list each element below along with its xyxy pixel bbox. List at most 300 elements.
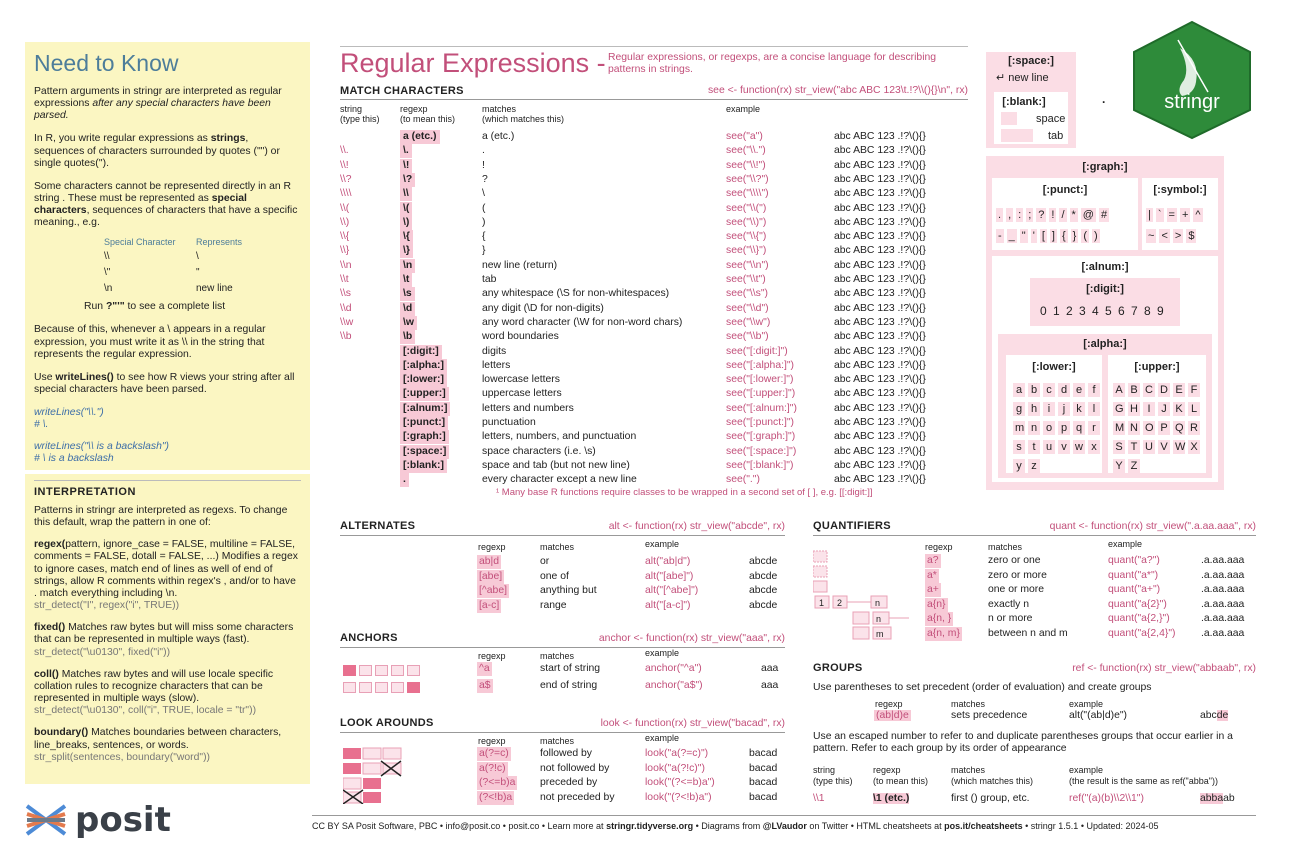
glyph-cell: ` — [1157, 209, 1162, 221]
glyph-cell: # — [1100, 209, 1108, 221]
letter-row — [1113, 418, 1203, 437]
quant-cell-3: .a.aa.aaa — [1201, 613, 1245, 624]
match-description: space and tab (but not new line) — [482, 459, 630, 471]
interpretation-panel — [25, 474, 310, 784]
digit-cell: 3 — [1079, 304, 1086, 318]
match-example: see("\\d") — [726, 302, 769, 314]
letter-cell: O — [1145, 422, 1154, 434]
alt-h-example: example — [645, 539, 680, 549]
p-intro: Pattern arguments in stringr are interpreted as regular expressions after any special characters have been parsed. — [34, 85, 282, 122]
symbol-class-title: [:symbol:] — [1153, 184, 1207, 196]
letter-cell: V — [1158, 440, 1170, 454]
g1-regexp: (ab|d)e — [876, 710, 909, 721]
match-row — [340, 202, 968, 216]
look-cell-1: followed by — [540, 748, 592, 759]
digit-cell: 2 — [1066, 304, 1073, 318]
match-result: abc ABC 123 .!?\(){} — [834, 474, 926, 486]
quant-cell-0: a* — [927, 569, 937, 581]
match-description: { — [482, 231, 486, 243]
space-swatch — [1001, 112, 1017, 125]
match-row — [340, 130, 968, 144]
alt-cell-3: abcde — [749, 570, 778, 582]
anc-cell-1: start of string — [540, 663, 601, 674]
col-matches: matches (which matches this) — [482, 104, 565, 124]
match-regexp: . — [400, 473, 409, 487]
groups-p2: Use an escaped number to refer to and duplicate parentheses groups that occur earlier in a pattern. Refer to each group by its order of appearance — [813, 731, 1233, 755]
anchors-rule — [340, 647, 785, 648]
letter-row — [1113, 456, 1203, 475]
g2-regexp: \1 (etc.) — [873, 793, 910, 804]
letter-cell: G — [1115, 403, 1124, 415]
q-diag-label-1: 1 — [819, 598, 825, 608]
match-result: abc ABC 123 .!?\(){} — [834, 388, 926, 400]
footer-link-lvaudor[interactable]: @LVaudor — [762, 821, 807, 831]
letter-cell: e — [1073, 383, 1085, 397]
q-diag-label-2: 2 — [837, 598, 843, 608]
alternates-title: ALTERNATES — [340, 520, 416, 532]
p-strings: In R, you write regular expressions as strings, sequences of characters surrounded by quotes ("") or single quotes(''). — [34, 133, 280, 169]
match-result: abc ABC 123 .!?\(){} — [834, 145, 926, 157]
letter-row — [1013, 380, 1103, 399]
need-to-know-title: Need to Know — [34, 50, 179, 76]
quant-cell-1: exactly n — [988, 598, 1030, 610]
col-string: string (type this) — [340, 104, 380, 124]
match-example: see("\\s") — [726, 288, 769, 300]
match-row — [340, 159, 968, 173]
alt-cell-1: or — [540, 556, 550, 567]
col-example: example — [726, 104, 761, 114]
letter-row — [1013, 399, 1103, 418]
match-row — [340, 459, 968, 473]
upper-class-title: [:upper:] — [1134, 361, 1180, 373]
g2-h-regexp: regexp (to mean this) — [873, 765, 929, 786]
match-regexp: \{ — [400, 230, 413, 244]
match-description: every character except a new line — [482, 474, 637, 486]
match-string: \\\\ — [340, 188, 352, 200]
g2-h-example: example (the result is the same as ref("abba")) — [1069, 765, 1218, 786]
digit-cell: 4 — [1092, 304, 1099, 318]
alternates-section — [340, 520, 785, 536]
match-regexp: [:graph:] — [400, 430, 449, 444]
alt-cell-3: abcde — [749, 599, 778, 611]
match-regexp: \} — [400, 244, 413, 258]
letter-cell: U — [1143, 440, 1155, 454]
glyph-cell: ) — [1093, 230, 1098, 242]
letter-cell: W — [1175, 441, 1186, 453]
q-h-regexp: regexp — [925, 542, 953, 552]
glyph-cell: : — [1018, 209, 1022, 221]
match-regexp: \b — [400, 330, 415, 344]
look-cell-2: look("(?<=b)a") — [645, 777, 715, 789]
match-example: see(".") — [726, 474, 760, 486]
letter-row — [1013, 418, 1103, 437]
look-cell-3: bacad — [749, 792, 778, 804]
space-class-title: [:space:] — [1008, 55, 1054, 67]
alt-cell-3: abcde — [749, 585, 778, 597]
match-example: see("\\(") — [726, 202, 767, 214]
letter-cell: s — [1013, 440, 1025, 454]
match-description: ! — [482, 159, 485, 171]
match-example: see("[:punct:]") — [726, 417, 795, 428]
look-cell-2: look("(?<!b)a") — [645, 792, 712, 804]
match-result: abc ABC 123 .!?\(){} — [834, 173, 926, 185]
footer-link-cheatsheets[interactable]: pos.it/cheatsheets — [944, 821, 1023, 831]
symbol-row-1 — [1146, 208, 1206, 222]
match-description: letters, numbers, and punctuation — [482, 431, 637, 443]
alt-cell-1: range — [540, 599, 567, 611]
letter-row — [1113, 399, 1203, 418]
alt-cell-2: alt("[abe]") — [645, 570, 694, 582]
g2-result: abbaab — [1200, 793, 1235, 804]
match-string: \\. — [340, 145, 349, 157]
alternates-fn: alt <- function(rx) str_view("abcde", rx) — [608, 521, 785, 532]
digit-class-title: [:digit:] — [1086, 283, 1124, 295]
letter-row — [1113, 437, 1203, 456]
letter-cell: q — [1073, 421, 1085, 435]
match-string: \\{ — [340, 231, 350, 243]
digit-cell: 8 — [1144, 304, 1151, 318]
lookarounds-fn: look <- function(rx) str_view("bacad", rx) — [600, 718, 785, 729]
anc-cell-3: aaa — [761, 663, 779, 674]
quant-cell-0: a{n, m} — [927, 627, 960, 639]
anc-cell-1: end of string — [540, 680, 598, 691]
look-cell-0: (?<=b)a — [479, 777, 516, 789]
match-result: abc ABC 123 .!?\(){} — [834, 331, 926, 343]
match-row — [340, 287, 968, 301]
match-example: see("\\.") — [726, 145, 766, 157]
match-result: abc ABC 123 .!?\(){} — [834, 245, 926, 257]
letter-cell: b — [1028, 383, 1040, 397]
stringr-hex-logo — [1130, 20, 1254, 140]
match-result: abc ABC 123 .!?\(){} — [834, 216, 926, 228]
match-regexp: \\ — [400, 187, 412, 201]
glyph-cell: ' — [1032, 230, 1035, 242]
letter-cell: z — [1028, 459, 1040, 473]
match-regexp: [:upper:] — [400, 387, 449, 401]
match-row — [340, 416, 968, 430]
quant-cell-2: quant("a+") — [1108, 584, 1161, 595]
match-regexp: \? — [400, 173, 415, 187]
match-row — [340, 345, 968, 359]
anchors-title: ANCHORS — [340, 632, 398, 644]
glyph-cell: ! — [1051, 209, 1055, 221]
letter-cell: H — [1128, 402, 1140, 416]
match-row — [340, 187, 968, 201]
punct-row-1 — [996, 208, 1112, 222]
match-result: abc ABC 123 .!?\(){} — [834, 259, 926, 271]
match-table — [340, 104, 968, 504]
alt-cell-2: alt("[a-c]") — [645, 599, 691, 611]
match-example: see("\\?") — [726, 173, 769, 185]
look-cell-3: bacad — [749, 762, 778, 774]
match-row — [340, 316, 968, 330]
quant-cell-3: .a.aa.aaa — [1201, 598, 1245, 610]
match-row — [340, 216, 968, 230]
match-regexp: a (etc.) — [400, 130, 440, 144]
groups-row1 — [874, 709, 911, 723]
match-regexp: [:alpha:] — [400, 359, 447, 373]
match-example: see("\\{") — [726, 231, 767, 243]
letter-cell: N — [1128, 421, 1140, 435]
groups-fn: ref <- function(rx) str_view("abbaab", rx) — [1072, 663, 1256, 674]
alt-cell-0: [abe] — [479, 570, 503, 582]
letter-cell: X — [1188, 440, 1200, 454]
match-example: see("\\}") — [726, 245, 767, 257]
tab-swatch — [1001, 129, 1033, 142]
letter-cell: D — [1158, 383, 1170, 397]
match-string: \\t — [340, 274, 349, 285]
match-example: see("\\w") — [726, 316, 771, 328]
alt-cell-1: one of — [540, 570, 569, 582]
alt-cell-0: ab|d — [479, 556, 500, 567]
p-special: Some characters cannot be represented directly in an R string . These must be represented as special characters, sequences of characters that have a specific meaning., e.g. — [34, 180, 298, 229]
alternates-rule — [340, 535, 785, 536]
match-row — [340, 244, 968, 258]
glyph-cell: ; — [1028, 209, 1032, 221]
letter-cell: L — [1188, 402, 1200, 416]
digit-cell: 0 — [1040, 304, 1047, 318]
glyph-cell: - — [998, 230, 1002, 242]
lower-class-title: [:lower:] — [1032, 361, 1076, 373]
letter-cell: i — [1043, 402, 1055, 416]
match-header — [340, 85, 968, 97]
digit-cell: 6 — [1118, 304, 1125, 318]
col-regexp: regexp (to mean this) — [400, 104, 456, 124]
glyph-cell: " — [1021, 230, 1026, 242]
digit-row — [1040, 304, 1170, 318]
g2-string: \\1 — [813, 793, 825, 804]
match-result: abc ABC 123 .!?\(){} — [834, 402, 926, 414]
g2-h-string: string (type this) — [813, 765, 853, 786]
match-result: abc ABC 123 .!?\(){} — [834, 274, 926, 285]
title-rule — [340, 46, 968, 47]
match-description: ) — [482, 216, 486, 228]
glyph-cell: . — [998, 209, 1002, 221]
match-example: see("\\\\") — [726, 188, 769, 200]
digit-cell: 5 — [1105, 304, 1112, 318]
match-description: . — [482, 145, 485, 157]
interp-fixed: fixed() Matches raw bytes but will miss some characters that can be represented in multiple ways (fast). str_detect("\u0130", fixed("i")) — [34, 622, 294, 658]
match-row — [340, 473, 968, 487]
q-diag-label-n1: n — [875, 598, 881, 608]
match-example: see("\\)") — [726, 216, 767, 228]
glyph-cell: < — [1161, 230, 1168, 242]
match-result: abc ABC 123 .!?\(){} — [834, 459, 926, 471]
footer-link-stringr[interactable]: stringr.tidyverse.org — [606, 821, 694, 831]
match-regexp: [:punct:] — [400, 416, 448, 430]
alternates-diagram — [345, 555, 465, 615]
dot-marker: · — [1102, 95, 1106, 109]
q-h-example: example — [1108, 539, 1143, 549]
match-description: ( — [482, 202, 486, 214]
upper-grid — [1113, 380, 1203, 475]
match-string: \\s — [340, 288, 351, 300]
match-string: \\! — [340, 159, 349, 171]
footer-rule — [312, 815, 1256, 816]
glyph-cell: @ — [1082, 209, 1094, 221]
glyph-cell: ? — [1038, 209, 1045, 221]
match-row — [340, 402, 968, 416]
letter-cell: K — [1173, 402, 1185, 416]
letter-cell: d — [1058, 383, 1070, 397]
anchor-diagram-start — [343, 662, 423, 680]
match-description: letters — [482, 359, 511, 371]
letter-cell: Y — [1113, 459, 1125, 473]
lookarounds-rule — [340, 732, 785, 733]
match-description: any whitespace (\S for non-whitespaces) — [482, 288, 670, 300]
letter-cell: B — [1128, 383, 1140, 397]
look-cell-0: (?<!b)a — [479, 792, 513, 804]
glyph-cell: { — [1061, 230, 1066, 242]
alt-cell-0: [^abe] — [479, 585, 507, 597]
posit-wordmark: posit — [75, 800, 171, 840]
posit-mark-icon — [25, 802, 67, 838]
quant-cell-2: quant("a?") — [1108, 555, 1160, 566]
match-footnote: ¹ Many base R functions require classes to be wrapped in a second set of [ ], e.g. [[:digit:]] — [496, 487, 873, 498]
letter-cell: v — [1058, 440, 1070, 454]
glyph-cell: } — [1072, 230, 1077, 242]
glyph-cell: = — [1168, 209, 1175, 221]
g2-example: ref("(a)(b)\\2\\1") — [1069, 793, 1144, 804]
letter-cell: J — [1158, 402, 1170, 416]
match-example: see("[:lower:]") — [726, 374, 794, 386]
match-example: see("[:alnum:]") — [726, 402, 797, 414]
q-diag-label-n2: n — [876, 614, 882, 624]
lookarounds-title: LOOK AROUNDS — [340, 717, 434, 729]
match-description: } — [482, 245, 486, 257]
letter-cell: l — [1088, 402, 1100, 416]
groups-title: GROUPS — [813, 662, 863, 674]
match-example: see("[:space:]") — [726, 445, 797, 457]
match-string: \\d — [340, 302, 352, 314]
symbol-row-2 — [1146, 229, 1199, 243]
match-regexp: [:digit:] — [400, 345, 442, 359]
match-result: abc ABC 123 .!?\(){} — [834, 131, 926, 142]
quant-cell-0: a+ — [927, 584, 939, 595]
quant-cell-2: quant("a{2,}") — [1108, 613, 1170, 624]
posit-logo — [25, 800, 171, 840]
anc-h-example: example — [645, 648, 680, 658]
match-example: see("[:upper:]") — [726, 388, 796, 400]
punct-class-title: [:punct:] — [1042, 184, 1088, 196]
interp-coll: coll() Matches raw bytes and will use locale specific collation rules to recognize characters that can be represented in multiple ways (slow). str_detect("\u0130", coll("i", TRUE, locale = "tr")) — [34, 668, 274, 717]
match-regexp: \d — [400, 302, 415, 316]
glyph-cell: * — [1071, 209, 1076, 221]
letter-cell: x — [1088, 440, 1100, 454]
g1-example: alt("(ab|d)e") — [1069, 710, 1128, 721]
letter-cell: g — [1013, 402, 1025, 416]
letter-cell: S — [1113, 440, 1125, 454]
look-h-example: example — [645, 733, 680, 743]
quant-cell-1: between n and m — [988, 627, 1068, 639]
glyph-cell: , — [1008, 209, 1012, 221]
letter-cell: f — [1088, 383, 1100, 397]
match-result: abc ABC 123 .!?\(){} — [834, 431, 926, 443]
quant-cell-1: one or more — [988, 584, 1045, 595]
match-row — [340, 373, 968, 387]
anc-cell-0: ^a — [479, 663, 490, 674]
match-description: any word character (\W for non-word chars) — [482, 316, 683, 328]
match-fn: see <- function(rx) str_view("abc ABC 123\t.!?\\(){}\n", rx) — [707, 85, 968, 96]
p-writelines: Use writeLines() to see how R views your string after all special characters have been parsed. — [34, 371, 295, 396]
g-h-matches: matches — [951, 699, 986, 709]
look-cell-2: look("a(?=c)") — [645, 748, 709, 759]
match-description: ? — [482, 173, 488, 185]
letter-row — [1013, 437, 1103, 456]
lower-grid — [1013, 380, 1103, 475]
alt-cell-0: [a-c] — [479, 599, 500, 611]
quantifiers-title: QUANTIFIERS — [813, 520, 891, 532]
glyph-cell: _ — [1008, 230, 1015, 242]
p-backslash: Because of this, whenever a \ appears in a regular expression, you must write it as \\ in the string that represents the regular expression. — [34, 324, 266, 360]
match-regexp: \n — [400, 259, 415, 273]
letter-cell: F — [1188, 383, 1200, 397]
quantifier-diagram — [813, 549, 923, 641]
graph-class-title: [:graph:] — [1082, 161, 1128, 173]
letter-row — [1113, 380, 1203, 399]
groups-section — [813, 662, 1256, 674]
title-description: Regular expressions, or regexps, are a concise language for describing patterns in strings. — [608, 52, 937, 75]
match-result: abc ABC 123 .!?\(){} — [834, 288, 926, 300]
match-result: abc ABC 123 .!?\(){} — [834, 316, 926, 328]
anchor-diagram-end — [343, 679, 423, 697]
code-example-1: writeLines("\\.") # \. — [34, 407, 104, 431]
letter-cell: C — [1143, 383, 1155, 397]
quant-cell-1: zero or one — [988, 555, 1041, 566]
match-regexp: \) — [400, 216, 412, 230]
letter-cell: A — [1113, 383, 1125, 397]
match-regexp: \t — [400, 273, 412, 287]
match-result: abc ABC 123 .!?\(){} — [834, 202, 926, 214]
need-to-know-panel — [25, 42, 310, 470]
look-cell-0: a(?=c) — [479, 748, 509, 759]
g-h-regexp: regexp — [875, 699, 903, 709]
match-description: tab — [482, 274, 497, 285]
look-cell-0: a(?!c) — [479, 762, 506, 774]
quant-cell-3: .a.aa.aaa — [1201, 569, 1245, 581]
letter-cell: n — [1028, 421, 1040, 435]
interpretation-title: INTERPRETATION — [34, 480, 301, 499]
match-regexp: \. — [400, 144, 412, 158]
match-example: see("[:alpha:]") — [726, 359, 795, 371]
digit-cell: 1 — [1053, 304, 1060, 318]
stringr-wordmark: stringr — [1164, 91, 1220, 113]
tab-label: tab — [1048, 130, 1064, 142]
letter-cell: o — [1043, 421, 1055, 435]
letter-cell: c — [1043, 383, 1055, 397]
glyph-cell: + — [1181, 209, 1189, 221]
digit-cell: 9 — [1157, 304, 1164, 318]
lookarounds-section — [340, 717, 785, 733]
return-icon: ↵ — [996, 72, 1006, 84]
match-row — [340, 273, 968, 287]
quantifiers-rule — [813, 535, 1256, 536]
match-result: abc ABC 123 .!?\(){} — [834, 302, 926, 314]
match-row — [340, 259, 968, 273]
match-result: abc ABC 123 .!?\(){} — [834, 417, 926, 428]
match-description: word boundaries — [482, 331, 559, 343]
match-result: abc ABC 123 .!?\(){} — [834, 159, 926, 171]
match-row — [340, 302, 968, 316]
match-example: see("\\t") — [726, 274, 766, 285]
letter-cell: a — [1013, 383, 1025, 397]
quant-cell-3: .a.aa.aaa — [1201, 555, 1245, 566]
anchors-section — [340, 632, 785, 648]
letter-cell: u — [1043, 440, 1055, 454]
code-example-2: writeLines("\\ is a backslash") # \ is a backslash — [34, 440, 169, 464]
quantifiers-fn: quant <- function(rx) str_view(".a.aa.aaa", rx) — [1049, 521, 1256, 532]
blank-class-title: [:blank:] — [1002, 96, 1046, 108]
